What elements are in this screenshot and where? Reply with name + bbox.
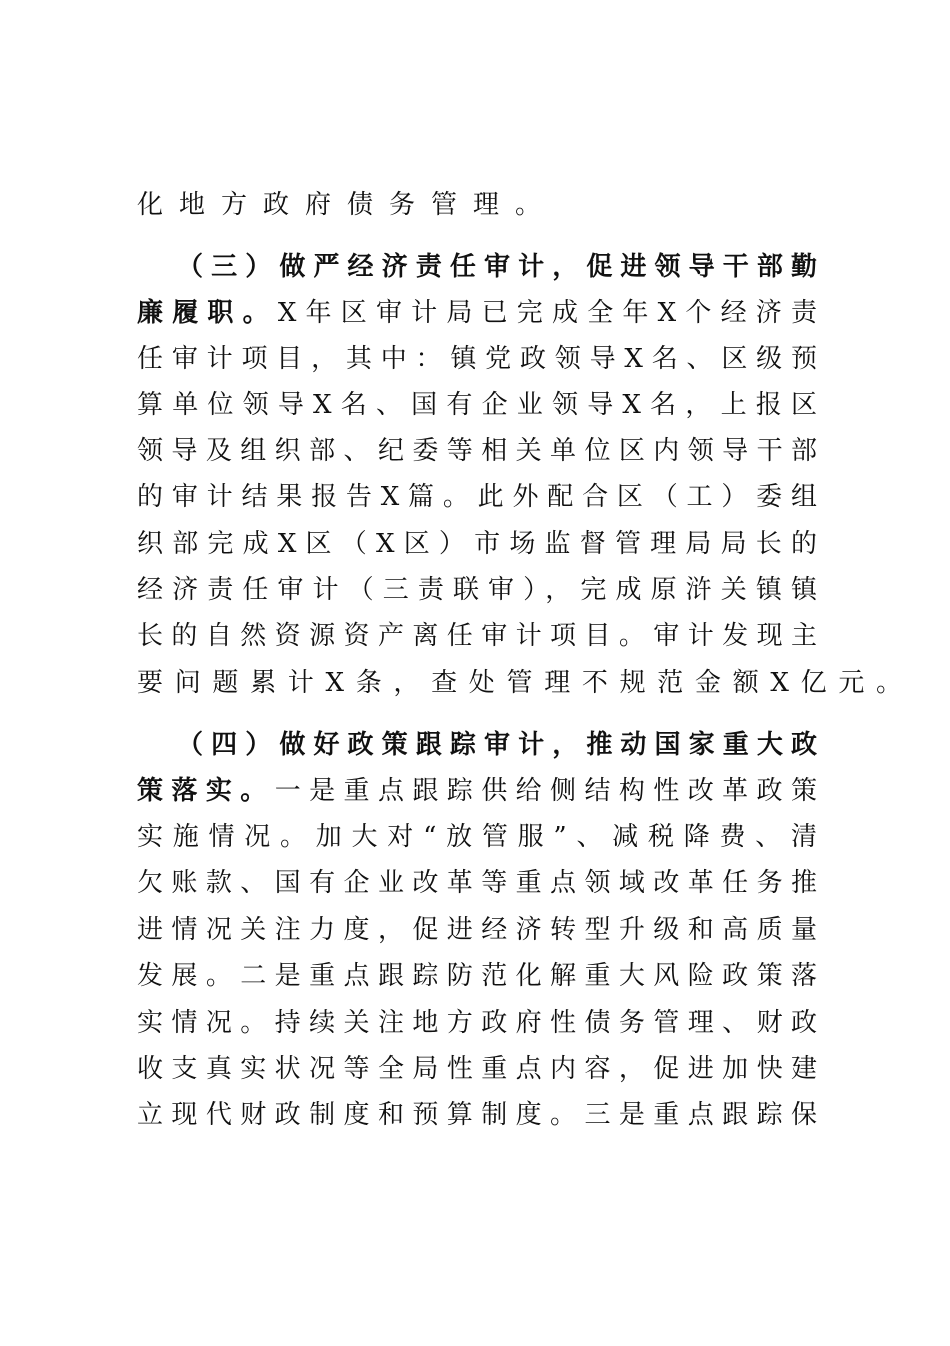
section-heading-four-end: 策落实。 bbox=[137, 776, 275, 806]
text-line: 策落实。一是重点跟踪供给侧结构性改革政策 bbox=[137, 776, 817, 806]
text-line: 发展。二是重点跟踪防范化解重大风险政策落 bbox=[137, 961, 817, 991]
text-line: 长的自然资源资产离任审计项目。审计发现主 bbox=[137, 621, 817, 651]
text-line: 欠账款、国有企业改革等重点领域改革任务推 bbox=[137, 868, 817, 898]
text-line: 立现代财政制度和预算制度。三是重点跟踪保 bbox=[137, 1100, 817, 1130]
text-line: 的审计结果报告X篇。此外配合区（工）委组 bbox=[137, 482, 817, 512]
text-line: 实施情况。加大对“放管服”、减税降费、清 bbox=[137, 822, 817, 852]
section-heading-four: （四）做好政策跟踪审计，推动国家重大政 bbox=[177, 730, 817, 760]
text-line: 廉履职。X年区审计局已完成全年X个经济责 bbox=[137, 298, 817, 328]
text-line: 经济责任审计（三责联审），完成原浒关镇镇 bbox=[137, 575, 817, 605]
text-line: 收支真实状况等全局性重点内容，促进加快建 bbox=[137, 1054, 817, 1084]
text-line: 实情况。持续关注地方政府性债务管理、财政 bbox=[137, 1008, 817, 1038]
text-line: 领导及组织部、纪委等相关单位区内领导干部 bbox=[137, 436, 817, 466]
text-line: 算单位领导X名、国有企业领导X名，上报区 bbox=[137, 390, 817, 420]
text-line: 进情况关注力度，促进经济转型升级和高质量 bbox=[137, 915, 817, 945]
section-heading-three: （三）做严经济责任审计，促进领导干部勤 bbox=[177, 252, 817, 282]
text-line: 化地方政府债务管理。 bbox=[137, 190, 558, 220]
section-heading-three-end: 廉履职。 bbox=[137, 298, 278, 328]
text-line: 要问题累计X条，查处管理不规范金额X亿元。 bbox=[137, 668, 914, 698]
text-line: 任审计项目，其中：镇党政领导X名、区级预 bbox=[137, 344, 817, 374]
text-line: 织部完成X区（X区）市场监督管理局局长的 bbox=[137, 529, 817, 559]
